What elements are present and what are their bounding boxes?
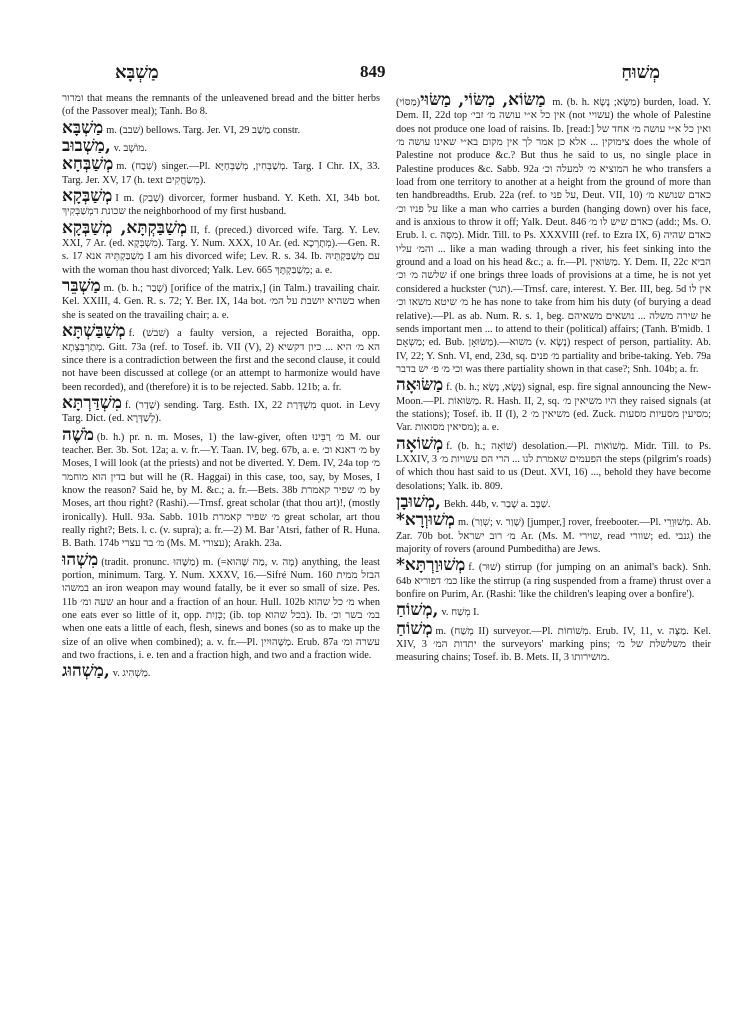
entry-definition: m. (שְׁוַר; v. שָׁוַר) [jumper,] rover, freebooter.—Pl. מְשׁוּוְרֵי. Ab. Zar. 70b bot. מ׳ רוב ישראל Ar. (Ms. M. שוירי, read שוורי; ed. גנבי) the majority of rovers (around Pumbeditha) are Jews. [396,517,711,555]
entry-headword: מְשׁוֹאָה [396,433,444,454]
entry-definition: II, f. (preced.) divorced wife. Targ. Y. Lev. XXI, 7 Ar. (ed. מִשְׁבְּקָא). Targ. Y. Num. XXX, 10 Ar. (ed. מְתָרְכָא).—Gen. R. s. 17 מְשַׁבַּקְתֵּיהּ אנא I am his divorced wife; Lev. R. s. 34. Ib. עם מְשַׁבַּקְתֵּיהּ with the woman thou hast divorced; Yalk. Lev. 665 מְשַׁבַּקְתָּךְ; a. e. [62,224,380,276]
entry-headword: מְשַׁבְּחָא [62,154,114,175]
dictionary-entry [62,424,380,551]
entry-headword: מַשְׁבָּא [62,117,104,138]
dictionary-entry [396,512,711,556]
entry-headword: מִשְׁהוּ [62,549,99,570]
entry-headword: מִשְׁדַּרְתָּא [62,392,122,413]
entry-definition: (מַסּוֹי) m. (b. h. מַשָּׂא; נָשָׂא) burden, load. Y. Dem. II, 22d top אין כל א״י עושה מ׳ זבי׳ (not עשויי) the whole of Palestine does not produce one load of raisins. Ib. [read:] ואין כל א״י עושה מ׳ אחד של צימוקין ... אלא כן אמר לך אין מקום בא״י שאינו עושה מ׳ does the whole of Palestine not produce &c.? But thus he said to us, no single place in Palestine produces &c. Sabb. 92a המוציא מ׳ למעלה וכ׳ he who transfers a load from one territory to another at a height from the ground of more than ten handbreadths. Erub. 22a (ref. to על פני, Deut. VII, 10) כאדם שנושא מ׳ על פניו וכ׳ like a man who carries a burden (hanging down) over his face, and is anxious to throw it off; Yalk. Deut. 846 כאדם שיש לו מ׳ (add:; Ms. O. Erub. l. c. מִסָּה). Midr. Till. to Ps. XXXVIII (ref. to Ezra IX, 6) כאדם שהיה ... והמ׳ עליו like a man wading through a river, his feet sinking into the ground and a load on his head &c.; a. fr.—Pl. מַשּׂוּאִין. Y. Dem. II, 22c הביא שלשה מ׳ וכ׳ if one brings three loads of provisions at a time, he is not yet considered a huckster (תגר).—Trnsf. care, interest. Y. Ber. III, beg. 5d אין לו מ׳ שיטא משאו וכ׳ he has none to take from him his duty (of burying a dead relative).—Pl. as ab. Num. R. s. 1, beg. שירה משלה ... נושאים משאיהם he sends important men ... to attend to their (political) affairs; (Tanh. B'midb. 1 מַשְׂאָם; ed. Bub. מַשּׂוּאָן).—משוא (v. נָשָׂא) respect of person, partiality. Ab. IV, 22; Y. Snh. VI, end, 23d, sq. מ׳ פנים partiality and bribe-taking. Yeb. 79a וכי מ׳ פ׳ יש בדבר was there partiality shown in that case?; Snh. 104b; a. fr. [396,97,711,375]
entry-paragraph [396,557,711,601]
entry-definition: f. (שׁוּר) stirrup (for jumping on an animal's back). Snh. 64b כמ׳ דפוריא like the stirrup (a ring suspended from a frame) thrust over a bonfire on Purim, Ar. (Rashi: 'like the children's leaping over a bonfire'). [396,562,711,601]
dictionary-entry [62,156,380,187]
entry-paragraph [62,663,380,680]
entry-headword: מְשׁוֹחַ [396,618,433,639]
dictionary-entry [62,188,380,219]
dictionary-entry [396,557,711,601]
entry-paragraph [62,117,380,138]
entry-headword: מַשְׁבוּב, [62,136,111,157]
entry-definition: Bekh. 44b, v. שָׁבַר a. שַׁבָּב. [443,498,551,510]
dictionary-entry [62,138,380,155]
entry-paragraph [62,392,380,426]
dictionary-entry [396,491,711,512]
entry-paragraph [396,512,711,556]
entry-headword: מְשַׁבְּקָא [62,186,113,207]
entry-paragraph [396,92,711,376]
entry-definition: (b. h.) pr. n. m. Moses, 1) the law-giver, often מ׳ רַבֵּינוּ M. our teacher. Ber. 3b. Sot. 12a; a. v. fr.—Y. Taan. IV, beg. 67b, a. e. מ׳ דאנא וכ׳ by Moses, I will look (at the priests) and not be diverted. Y. Dem. IV, 24a top מ׳ בדין הוא מוחמר but will he (R. Haggai) in this case, too, say, by Moses, I know the reason? Said he, by M. &c.; a. fr.—Bets. 38b מ׳ שפיר קאמרת by Moses, art thou right? (Rashi).—Trnsf. great scholar (that thou art)!, (mostly ironically). Hull. 93a. Sabb. 101b מ׳ שפיר קאמרת great scholar, art thou really right?; Bets. l. c. (v. supra); a. fr.—2) M. Bar 'Atsri, father of R. Huna. B. Bath. 174b מ׳ בר עצרי (Ms. M. עצורי); Arakh. 23a. [62,431,380,550]
dictionary-entry [62,217,380,277]
entry-headword: מֹשֶׁה [62,424,94,445]
entry-paragraph [396,433,711,493]
entry-paragraph [396,618,711,665]
entry-paragraph [62,278,380,322]
entry-definition: (tradit. pronunc. מַשֶּׁהוּ) m. (=מַה שֶּׁהוּא, v. מָה) anything, the least portion, minimum. Targ. Y. Num. XXXV, 16.—Sifré Num. 160 הבזל ממית במשהו an iron weapon may wound fatally, be it ever so small of size. Pes. 11b שעה ומ׳ an hour and a fraction of an hour. Hull. 102b מ׳ כל שהוא when one eats ever so little of it, opp. כְּזַיִת; (ib. top בכל שהוא). Ib. במ׳ בשר וכ׳ when one eats a little of each, flesh, sinews and bones (so as to make up the size of an olive when combined); a. v. fr.—Pl. מַשֶּׁהוּיִין. Erub. 87a עשרה ומ׳ and two fractions, i. e. ten and a fraction high, and two and a fraction wide. [62,556,380,662]
entry-paragraph [396,377,711,434]
entry-headword: מְשׁוֹחַ, [396,600,439,621]
dictionary-entry [396,433,711,493]
entry-definition: f. (b. h.; שׁוֹאָה) desolation.—Pl. מְשׁוֹאוֹת. Midr. Till. to Ps. LXXIV, 3 הפעמים שאמרת לנו ... הרי הם עשויות מ׳ the steps (pilgrim's roads) of which thou hast said to us (Deut. XVI, 16) ..., behold they have become desolations; Yalk. ib. 809. [396,440,711,492]
entry-definition: v. מוֹשָׁב. [113,143,147,155]
dictionary-entry [396,618,711,665]
entry-paragraph [62,188,380,219]
page-header [60,62,700,86]
dictionary-entry [62,117,380,138]
entry-definition: m. (b. h.; שָׁבַר) [orifice of the matrix,] (in Talm.) travailing chair. Kel. XXIII, 4. Gen. R. s. 72; Y. Ber. IX, 14a bot. כשהיא יושבת על המ׳ when she is seated on the travailing chair; a. e. [62,283,380,321]
entry-headword: *מְשׁוּוַרְתָּא [396,555,466,576]
dictionary-entry [62,663,380,680]
entry-paragraph [62,323,380,394]
dictionary-entry [396,602,711,619]
page-number: 849 [360,62,386,81]
entry-paragraph [62,156,380,187]
entry-definition: m. (שְׁבַח) singer.—Pl. מְשַׁבְּחִין, מְשַׁבְּחַיָּא. Targ. I Chr. IX, 33. Targ. Jer. XV, 17 (h. text מְשַׂחֲקִים). [62,161,380,186]
entry-definition: v. מְשַׁח I. [441,607,480,619]
right-column [396,92,711,992]
entry-definition: ומרור that means the remnants of the unleavened bread and the bitter herbs (of the Passover meal); Tanh. Bo 8. [62,93,380,118]
entry-definition: m. (מְשַׁח II) surveyor.—Pl. מְשׁוֹחוֹת. Erub. IV, 11, v. מַצָּה. Kel. XIV, 3 יתדות המ׳ the surveyors' marking pins; משלשלת של מ׳ their measuring chains; Tosef. ib. B. Mets. II, 3 מושירותו. [396,625,711,664]
entry-headword: מַשּׂוּאָה [396,375,444,396]
dictionary-entry [396,92,711,376]
entry-headword: מְשׁוּבָן, [396,491,441,512]
entry-paragraph [62,138,380,155]
entry-definition: f. (b. h.; נָשָׂא, נָשָׂא) signal, esp. fire signal announcing the New-Moon.—Pl. מַשּׂוּאוֹת. R. Hash. II, 2, sq. היו משיאין מ׳ they raised signals (at the stations); Tosef. ib. II (I), 2 משיאין מ׳ (ed. Zuck. מסיעין מסעיות מסעות; Var. מסיאין מסואות); a. e. [396,382,711,434]
dictionary-entry [62,549,380,663]
right-running-head: מְשׁוּחַ [621,62,660,82]
entry-headword: מְשַׁבַּשְׁתָּא [62,321,126,342]
left-running-head: מַשְׁבָּא [115,62,159,82]
entry-paragraph [62,92,380,119]
entry-paragraph [396,602,711,619]
entry-paragraph [62,217,380,277]
entry-headword: מַשְׁבֵּר [62,276,101,297]
entry-definition: f. (שׁבשׁ) a faulty version, a rejected Boraitha, opp. מְתַרְבְּצְתָא. Gitt. 73a (ref. to Tosef. ib. VII (V), 2) הא מ׳ היא ... כיון דקשיא since there is a contradiction between the first and the second clause, it could not have been discussed at college (or an attempt to harmonize would have been recorded), and (therefore) it is to be rejected. Sabb. 121b; a. fr. [62,328,380,393]
entry-definition: m. (שׁבב) bellows. Targ. Jer. VI, 29 מַשַׁב constr. [106,124,301,136]
entry-headword: מַשְׁהוּג, [62,661,110,682]
entry-headword: מַשּׂוֹא, מַשּׂוֹי, מַשּׂוּי [420,92,546,110]
entry-headword: *מְשׁוּוְרָא [396,510,455,531]
dictionary-entry [62,323,380,394]
entry-paragraph [396,491,711,512]
entry-definition: f. (שְׁדַר) sending. Targ. Esth. IX, 22 מִשְׁדְּרַת quot. in Levy Targ. Dict. (ed. לְשַׁדְּרָא). [62,399,380,425]
dictionary-entry [396,377,711,434]
left-column [62,92,380,992]
entry-definition: v. מַשְׁהִיג. [112,668,151,680]
dictionary-entry [62,92,380,119]
entry-paragraph [62,549,380,663]
dictionary-entry [62,392,380,426]
entry-headword: מְשַׁבַּקְתָּא, מְשַׁבְּקָא [62,217,188,238]
entry-paragraph [62,424,380,551]
dictionary-entry [62,278,380,322]
entry-definition: I m. (שְׁבַק) divorcer, former husband. Y. Keth. XI, 34b bot. שכונת דמְשַׁבְּקִיךְ the neighborhood of my first husband. [62,193,380,218]
